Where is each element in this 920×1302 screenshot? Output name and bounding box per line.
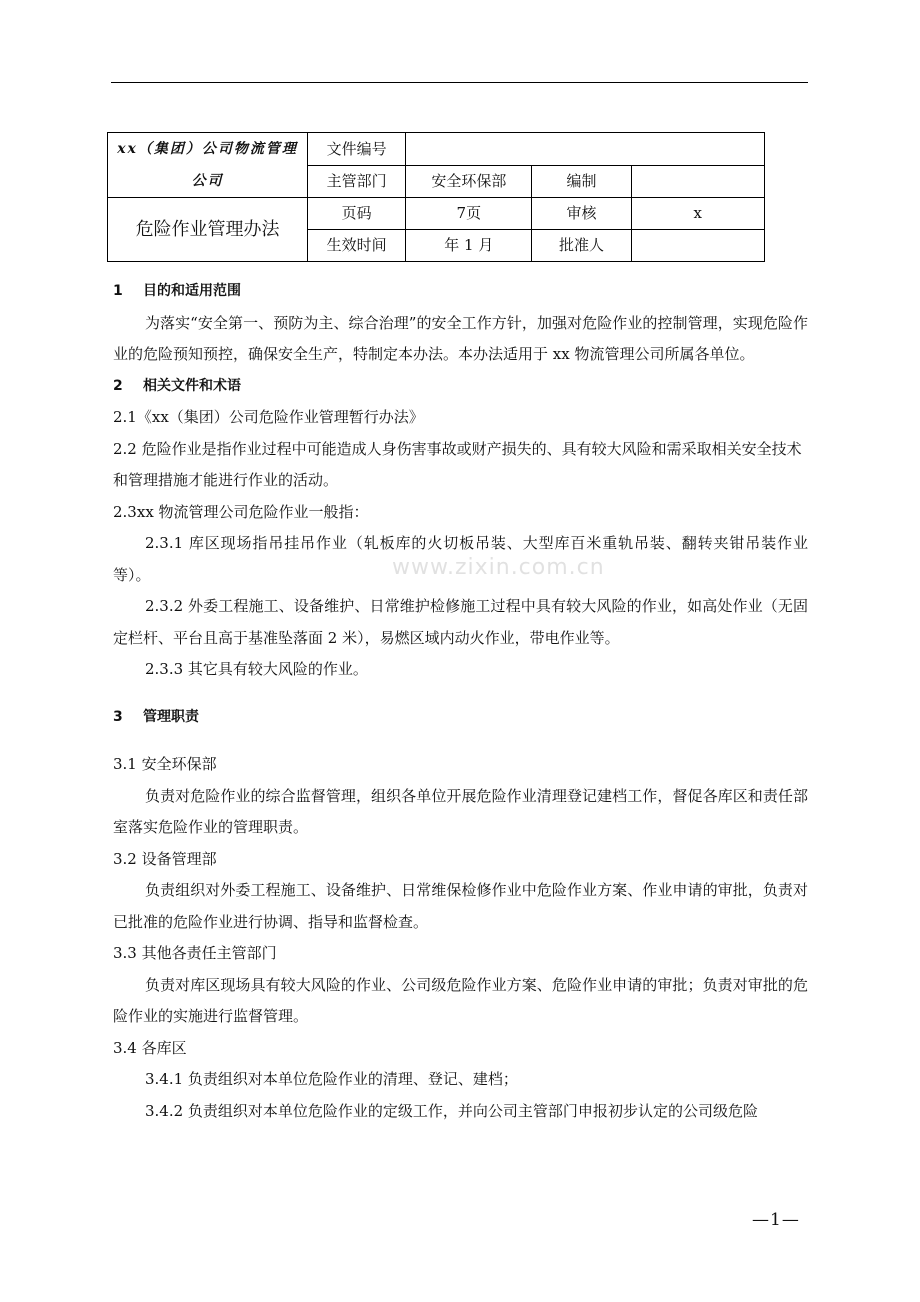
paragraph: 2.2 危险作业是指作业过程中可能造成人身伤害事故或财产损失的、具有较大风险和需采取相关安全技术和管理措施才能进行作业的活动。 [113, 439, 802, 489]
subsection-heading: 3.2 设备管理部 [113, 849, 217, 868]
table-row [108, 133, 765, 166]
paragraph: 2.3.1 库区现场指吊挂吊作业（轧板库的火切板吊装、大型库百米重轨吊装、翻转夹钳吊装作业等）。 [113, 534, 808, 584]
section-title: 相关文件和术语 [143, 377, 241, 394]
section-title: 管理职责 [143, 708, 199, 725]
section-title: 目的和适用范围 [143, 283, 241, 299]
paragraph: 负责对库区现场具有较大风险的作业、公司级危险作业方案、危险作业申请的审批；负责对审批的危险作业的实施进行监督管理。 [113, 975, 808, 1025]
document-info-table [107, 132, 765, 262]
company-name: xx（集团）公司物流管理公司 [108, 133, 308, 198]
paragraph: 2.3.2 外委工程施工、设备维护、日常维护检修施工过程中具有较大风险的作业，如高处作业（无固定栏杆、平台且高于基准坠落面 2 米），易燃区域内动火作业，带电作业等。 [113, 597, 808, 647]
file-no-label: 文件编号 [308, 133, 406, 166]
compile-value [631, 165, 764, 198]
section-heading-2 [113, 371, 808, 403]
subsection-heading: 3.3 其他各责任主管部门 [113, 944, 277, 962]
paragraph: 2.3.3 其它具有较大风险的作业。 [145, 660, 368, 678]
page-value: 7页 [406, 198, 532, 230]
paragraph: 3.4.1 负责组织对本单位危险作业的清理、登记、建档； [145, 1070, 518, 1088]
review-value: x [631, 198, 764, 230]
effective-value: 年 1 月 [406, 230, 532, 262]
spacer [113, 686, 808, 702]
document-title: 危险作业管理办法 [108, 198, 308, 262]
page-label: 页码 [308, 198, 406, 230]
paragraph: 2.3xx 物流管理公司危险作业一般指： [113, 502, 369, 521]
section-number: 2 [113, 377, 123, 394]
approver-label: 批准人 [532, 230, 631, 262]
subsection-heading: 3.4 各库区 [113, 1038, 187, 1057]
spacer [113, 733, 808, 749]
paragraph: 负责组织对外委工程施工、设备维护、日常维保检修作业中危险作业方案、作业申请的审批，负责对已批准的危险作业进行协调、指导和监督检查。 [113, 881, 808, 931]
paragraph: 为落实“安全第一、预防为主、综合治理”的安全工作方针，加强对危险作业的控制管理，实现危险作业的危险预知预控，确保安全生产，特制定本办法。本办法适用于 xx 物流管理公司所属各单位。 [113, 313, 808, 363]
dept-value: 安全环保部 [406, 165, 532, 198]
review-label: 审核 [532, 198, 631, 230]
section-number: 3 [113, 708, 123, 725]
compile-label: 编制 [532, 165, 631, 198]
page-number: —1— [752, 1210, 800, 1230]
effective-label: 生效时间 [308, 230, 406, 262]
dept-label: 主管部门 [308, 165, 406, 198]
watermark: www.zixin.com.cn [392, 555, 605, 580]
paragraph: 2.1《xx（集团）公司危险作业管理暂行办法》 [113, 408, 424, 426]
header-rule [111, 82, 808, 83]
section-number: 1 [113, 283, 123, 299]
subsection-heading: 3.1 安全环保部 [113, 755, 217, 773]
paragraph: 3.4.2 负责组织对本单位危险作业的定级工作，并向公司主管部门申报初步认定的公司级危险 [145, 1101, 758, 1120]
file-no-value [406, 133, 765, 166]
section-heading-1 [113, 276, 808, 308]
section-heading-3 [113, 702, 808, 734]
document-body [113, 276, 808, 1127]
paragraph: 负责对危险作业的综合监督管理，组织各单位开展危险作业清理登记建档工作，督促各库区和责任部室落实危险作业的管理职责。 [113, 786, 808, 836]
table-row [108, 198, 765, 230]
approver-value [631, 230, 764, 262]
